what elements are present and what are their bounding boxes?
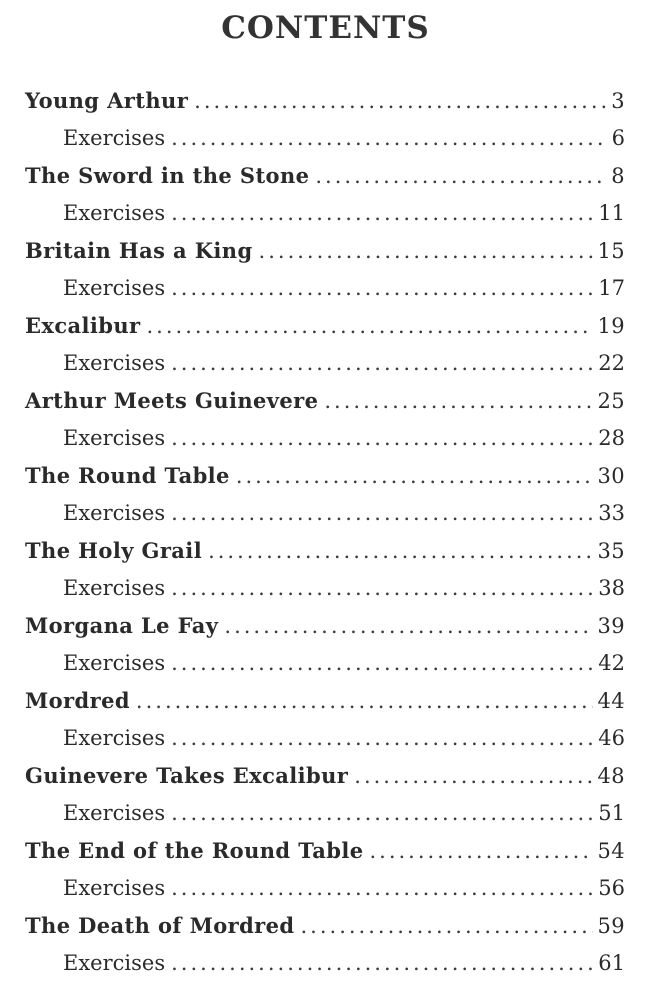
- dot-leader: [324, 383, 593, 420]
- chapter-page-number: 3: [611, 89, 625, 113]
- toc-exercises-entry[interactable]: [0, 495, 625, 533]
- table-of-contents: [0, 82, 651, 982]
- dot-leader: [171, 570, 594, 608]
- toc-chapter-entry[interactable]: [0, 682, 625, 720]
- toc-chapter: [0, 157, 651, 232]
- chapter-page-number: 8: [611, 164, 625, 188]
- toc-chapter: [0, 457, 651, 532]
- toc-chapter-entry[interactable]: [0, 607, 625, 645]
- exercises-page-number: 17: [598, 275, 625, 300]
- exercises-label: Exercises: [63, 875, 166, 900]
- toc-exercises-entry[interactable]: [0, 120, 625, 158]
- dot-leader: [369, 833, 593, 870]
- toc-chapter: [0, 682, 651, 757]
- dot-leader: [171, 870, 594, 908]
- toc-exercises-entry[interactable]: [0, 870, 625, 908]
- chapter-title: The Death of Mordred: [25, 913, 295, 938]
- toc-exercises-entry[interactable]: [0, 720, 625, 758]
- chapter-title: The End of the Round Table: [25, 838, 364, 863]
- dot-leader: [171, 420, 594, 458]
- toc-chapter-entry[interactable]: [0, 82, 625, 120]
- toc-chapter: [0, 382, 651, 457]
- dot-leader: [259, 233, 594, 270]
- exercises-page-number: 11: [598, 200, 625, 225]
- toc-chapter: [0, 832, 651, 907]
- dot-leader: [171, 120, 608, 158]
- exercises-label: Exercises: [63, 425, 166, 450]
- chapter-page-number: 35: [597, 539, 625, 563]
- exercises-label: Exercises: [63, 125, 166, 150]
- chapter-title: The Round Table: [25, 463, 230, 488]
- chapter-page-number: 30: [597, 464, 625, 488]
- toc-exercises-entry[interactable]: [0, 645, 625, 683]
- chapter-page-number: 39: [597, 614, 625, 638]
- exercises-page-number: 61: [598, 950, 625, 975]
- exercises-label: Exercises: [63, 650, 166, 675]
- chapter-title: Arthur Meets Guinevere: [25, 388, 319, 413]
- chapter-page-number: 44: [597, 689, 625, 713]
- chapter-title: Morgana Le Fay: [25, 613, 219, 638]
- exercises-page-number: 42: [598, 650, 625, 675]
- chapter-page-number: 15: [597, 239, 625, 263]
- chapter-page-number: 48: [597, 764, 625, 788]
- toc-chapter-entry[interactable]: [0, 907, 625, 945]
- exercises-label: Exercises: [63, 500, 166, 525]
- dot-leader: [171, 270, 594, 308]
- chapter-page-number: 54: [597, 839, 625, 863]
- toc-exercises-entry[interactable]: [0, 345, 625, 383]
- toc-chapter: [0, 757, 651, 832]
- exercises-label: Exercises: [63, 950, 166, 975]
- dot-leader: [301, 908, 594, 945]
- toc-chapter-entry[interactable]: [0, 157, 625, 195]
- page-title: CONTENTS: [221, 10, 430, 46]
- chapter-title: Guinevere Takes Excalibur: [25, 763, 349, 788]
- toc-exercises-entry[interactable]: [0, 570, 625, 608]
- exercises-label: Exercises: [63, 800, 166, 825]
- toc-chapter-entry[interactable]: [0, 832, 625, 870]
- toc-chapter-entry[interactable]: [0, 232, 625, 270]
- toc-exercises-entry[interactable]: [0, 945, 625, 983]
- chapter-title: The Sword in the Stone: [25, 163, 310, 188]
- toc-exercises-entry[interactable]: [0, 420, 625, 458]
- dot-leader: [171, 795, 594, 833]
- exercises-page-number: 51: [598, 800, 625, 825]
- toc-exercises-entry[interactable]: [0, 270, 625, 308]
- dot-leader: [171, 195, 594, 233]
- exercises-label: Exercises: [63, 575, 166, 600]
- exercises-label: Exercises: [63, 275, 166, 300]
- toc-exercises-entry[interactable]: [0, 795, 625, 833]
- chapter-page-number: 59: [597, 914, 625, 938]
- chapter-title: Young Arthur: [25, 88, 189, 113]
- toc-chapter: [0, 82, 651, 157]
- exercises-page-number: 6: [611, 125, 625, 150]
- chapter-title: Britain Has a King: [25, 238, 253, 263]
- toc-chapter-entry[interactable]: [0, 757, 625, 795]
- exercises-page-number: 28: [598, 425, 625, 450]
- toc-chapter: [0, 532, 651, 607]
- exercises-page-number: 56: [598, 875, 625, 900]
- toc-chapter: [0, 907, 651, 982]
- exercises-label: Exercises: [63, 200, 166, 225]
- exercises-page-number: 46: [598, 725, 625, 750]
- dot-leader: [224, 608, 593, 645]
- toc-chapter-entry[interactable]: [0, 532, 625, 570]
- dot-leader: [236, 458, 594, 495]
- dot-leader: [194, 83, 607, 120]
- dot-leader: [354, 758, 593, 795]
- dot-leader: [171, 720, 594, 758]
- dot-leader: [171, 345, 594, 383]
- exercises-label: Exercises: [63, 725, 166, 750]
- chapter-title: Mordred: [25, 688, 130, 713]
- exercises-page-number: 38: [598, 575, 625, 600]
- toc-chapter-entry[interactable]: [0, 307, 625, 345]
- dot-leader: [171, 645, 594, 683]
- exercises-page-number: 22: [598, 350, 625, 375]
- dot-leader: [171, 945, 594, 983]
- dot-leader: [315, 158, 607, 195]
- toc-chapter-entry[interactable]: [0, 457, 625, 495]
- toc-chapter: [0, 307, 651, 382]
- dot-leader: [147, 308, 594, 345]
- toc-exercises-entry[interactable]: [0, 195, 625, 233]
- dot-leader: [208, 533, 593, 570]
- chapter-title: The Holy Grail: [25, 538, 203, 563]
- exercises-label: Exercises: [63, 350, 166, 375]
- exercises-page-number: 33: [598, 500, 625, 525]
- dot-leader: [136, 683, 594, 720]
- toc-chapter: [0, 232, 651, 307]
- chapter-page-number: 19: [597, 314, 625, 338]
- toc-chapter-entry[interactable]: [0, 382, 625, 420]
- chapter-title: Excalibur: [25, 313, 141, 338]
- chapter-page-number: 25: [597, 389, 625, 413]
- dot-leader: [171, 495, 594, 533]
- toc-chapter: [0, 607, 651, 682]
